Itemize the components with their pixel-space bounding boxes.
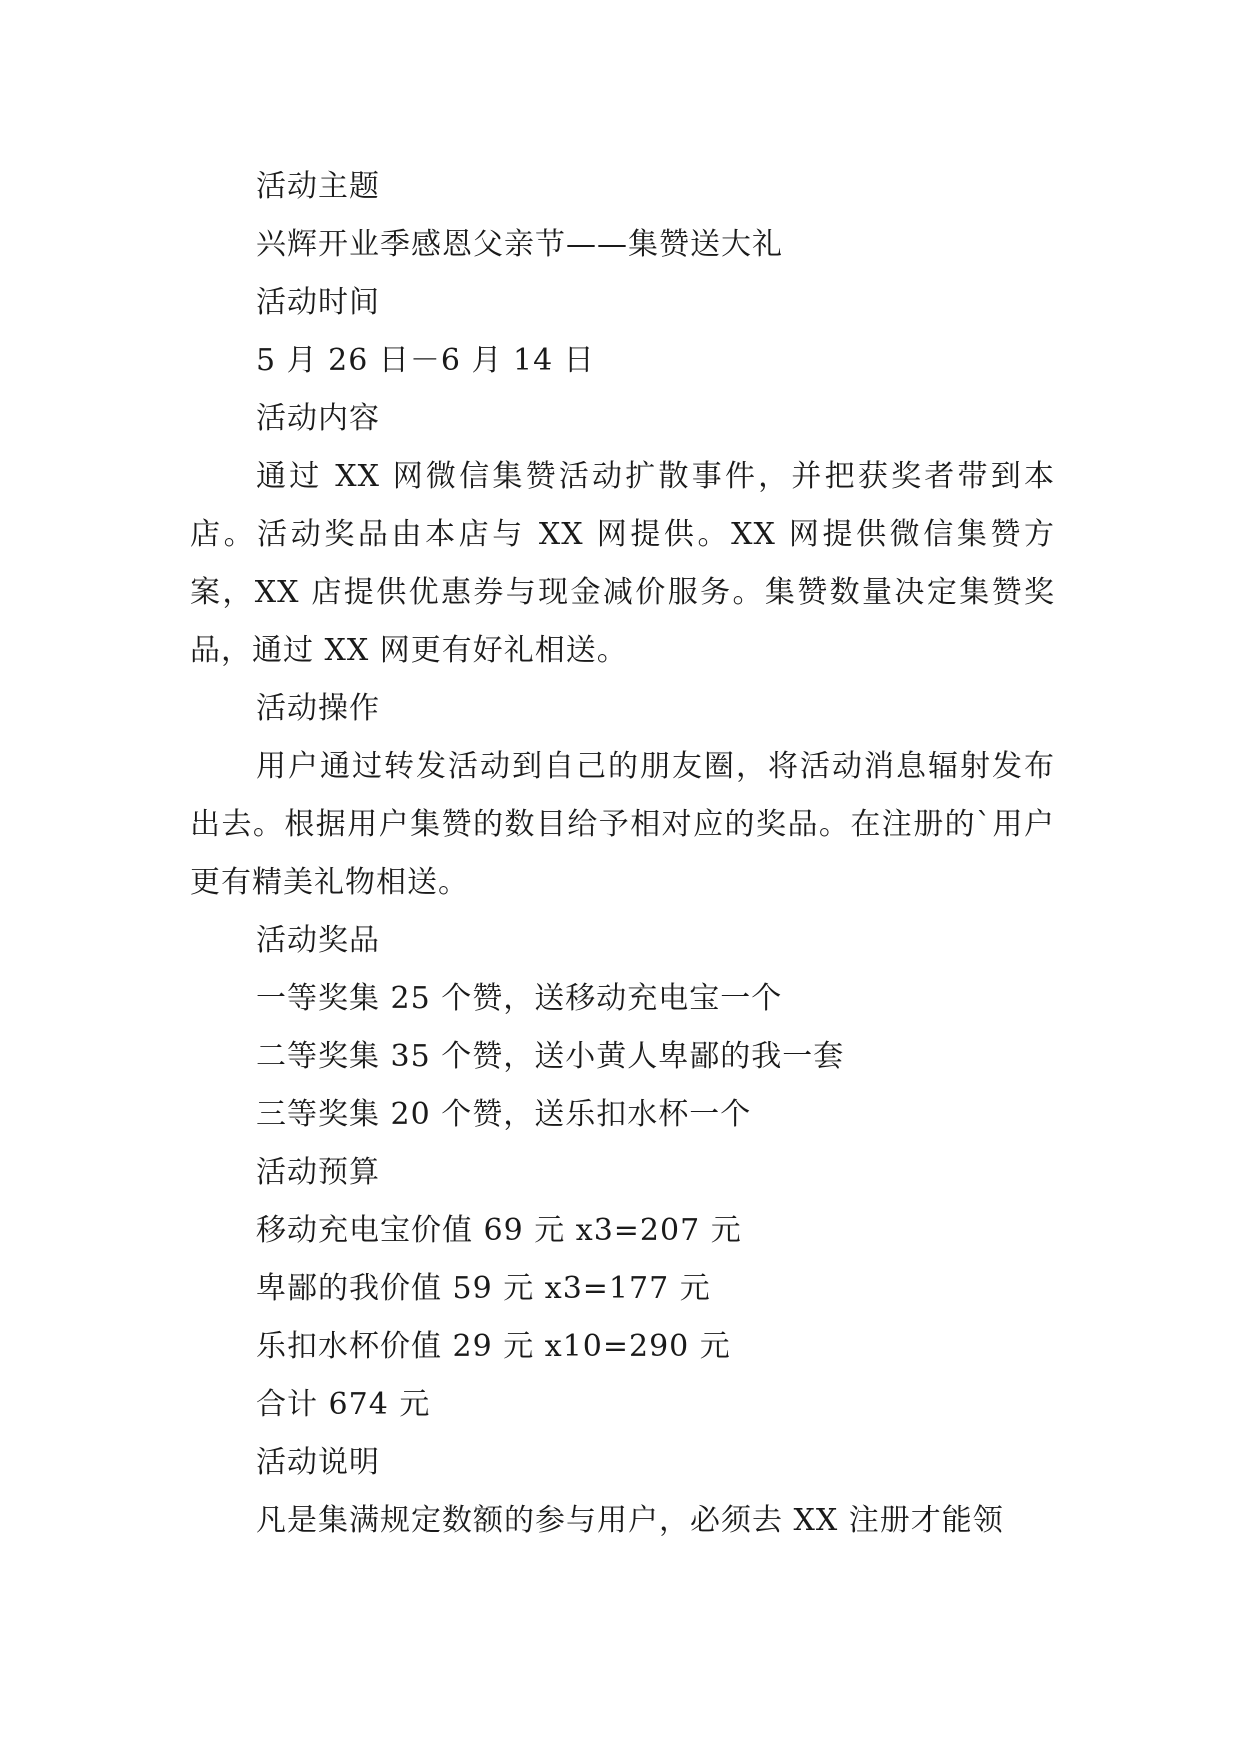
section-heading-content: 活动内容 [256,401,380,436]
section-heading-notes: 活动说明 [256,1445,380,1480]
budget-total: 合计 674 元 [256,1387,431,1422]
section-heading-theme: 活动主题 [256,169,380,204]
document-content [190,158,1055,1550]
time-text: 5 月 26 日－6 月 14 日 [256,343,595,378]
budget-item: 乐扣水杯价值 29 元 x10=290 元 [256,1329,731,1364]
prize-item: 三等奖集 20 个赞，送乐扣水杯一个 [256,1097,752,1132]
operation-paragraph: 用户通过转发活动到自己的朋友圈，将活动消息辐射发布出去。根据用户集赞的数目给予相对应的奖品。在注册的`用户更有精美礼物相送。 [190,749,1055,900]
section-heading-time: 活动时间 [256,285,380,320]
prize-item: 二等奖集 35 个赞，送小黄人卑鄙的我一套 [256,1039,845,1074]
theme-text: 兴辉开业季感恩父亲节——集赞送大礼 [256,227,783,262]
section-heading-prizes: 活动奖品 [256,923,380,958]
section-heading-operation: 活动操作 [256,691,380,726]
notes-text: 凡是集满规定数额的参与用户，必须去 XX 注册才能领 [256,1503,1004,1538]
budget-item: 卑鄙的我价值 59 元 x3=177 元 [256,1271,711,1306]
section-heading-budget: 活动预算 [256,1155,380,1190]
prize-item: 一等奖集 25 个赞，送移动充电宝一个 [256,981,783,1016]
content-paragraph: 通过 XX 网微信集赞活动扩散事件，并把获奖者带到本店。活动奖品由本店与 XX 网提供。XX 网提供微信集赞方案，XX 店提供优惠券与现金减价服务。集赞数量决定集赞奖品，通过 XX 网更有好礼相送。 [190,459,1055,668]
budget-item: 移动充电宝价值 69 元 x3=207 元 [256,1213,742,1248]
